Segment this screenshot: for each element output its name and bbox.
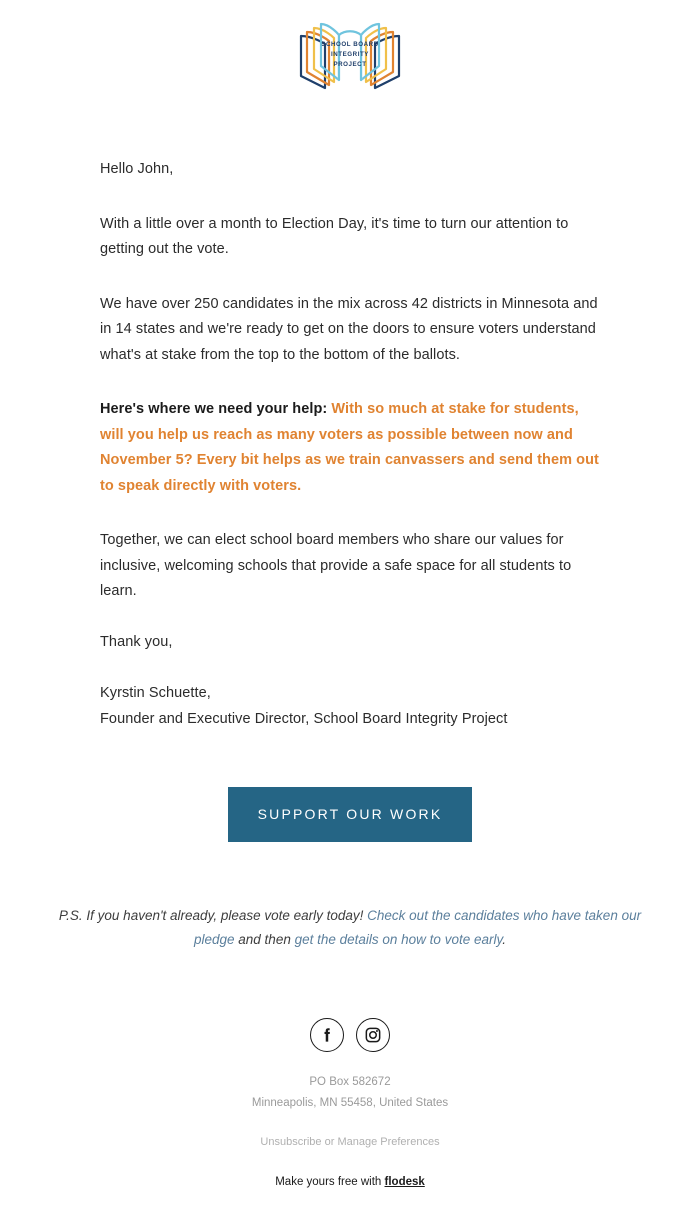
cta-container — [0, 787, 700, 842]
paragraph-call-to-action — [100, 397, 600, 499]
paragraph-together: Together, we can elect school board members who share our values for inclusive, welcoming schools that provide a safe space for all students to learn. — [100, 532, 572, 599]
flodesk-link[interactable]: flodesk — [384, 1176, 425, 1188]
social-links — [0, 1018, 700, 1052]
logo-text-line2: INTEGRITY — [331, 51, 369, 58]
email-footer — [0, 1072, 700, 1148]
link-candidate-pledge[interactable]: Check out the candidates who have taken our pledge — [193, 908, 642, 947]
paragraph-election: With a little over a month to Election Day, it's time to turn our attention to getting out the vote. — [100, 215, 569, 257]
footer-preferences-row — [0, 1136, 700, 1148]
flodesk-attribution — [0, 1176, 700, 1206]
postscript-text — [0, 904, 700, 952]
address-line-2: Minneapolis, MN 55458, United States — [251, 1097, 449, 1109]
address-line-1: PO Box 582672 — [309, 1076, 391, 1088]
signature-block — [100, 681, 600, 732]
link-vote-early-details[interactable]: get the details on how to vote early — [294, 932, 503, 947]
postscript-end: . — [502, 932, 506, 947]
email-body — [0, 157, 700, 732]
unsubscribe-separator: or — [321, 1136, 338, 1148]
logo-text-line3: PROJECT — [333, 61, 367, 68]
flodesk-prefix: Make yours free with — [275, 1176, 385, 1188]
help-accent-text: With so much at stake for students, will you help us reach as many voters as possible between now and November 5? Every bit helps as we train canvassers and send them out to speak directly with voters. — [100, 401, 599, 494]
thank-you-text: Thank you, — [100, 633, 173, 650]
unsubscribe-link[interactable]: Unsubscribe — [260, 1136, 322, 1148]
support-our-work-button[interactable]: SUPPORT OUR WORK — [228, 787, 472, 842]
signature-title: Founder and Executive Director, School Board Integrity Project — [100, 710, 508, 727]
signature-name: Kyrstin Schuette, — [100, 685, 211, 701]
greeting-text: Hello John, — [100, 161, 174, 177]
email-header — [0, 0, 700, 103]
facebook-icon[interactable] — [310, 1018, 344, 1052]
footer-address — [0, 1072, 700, 1114]
manage-preferences-link[interactable]: Manage Preferences — [337, 1136, 440, 1148]
postscript-intro: P.S. If you haven't already, please vote early today! — [58, 908, 368, 923]
school-board-integrity-project-logo — [295, 14, 405, 92]
postscript-middle: and then — [234, 932, 295, 947]
help-lead-text: Here's where we need your help: — [100, 401, 328, 417]
logo-text-line1: SCHOOL BOARD — [321, 41, 379, 48]
instagram-icon[interactable] — [356, 1018, 390, 1052]
paragraph-candidates: We have over 250 candidates in the mix across 42 districts in Minnesota and in 14 states and we're ready to get on the doors to ensure voters understand what's at stake from the top to the bottom of the ballots. — [100, 295, 598, 363]
